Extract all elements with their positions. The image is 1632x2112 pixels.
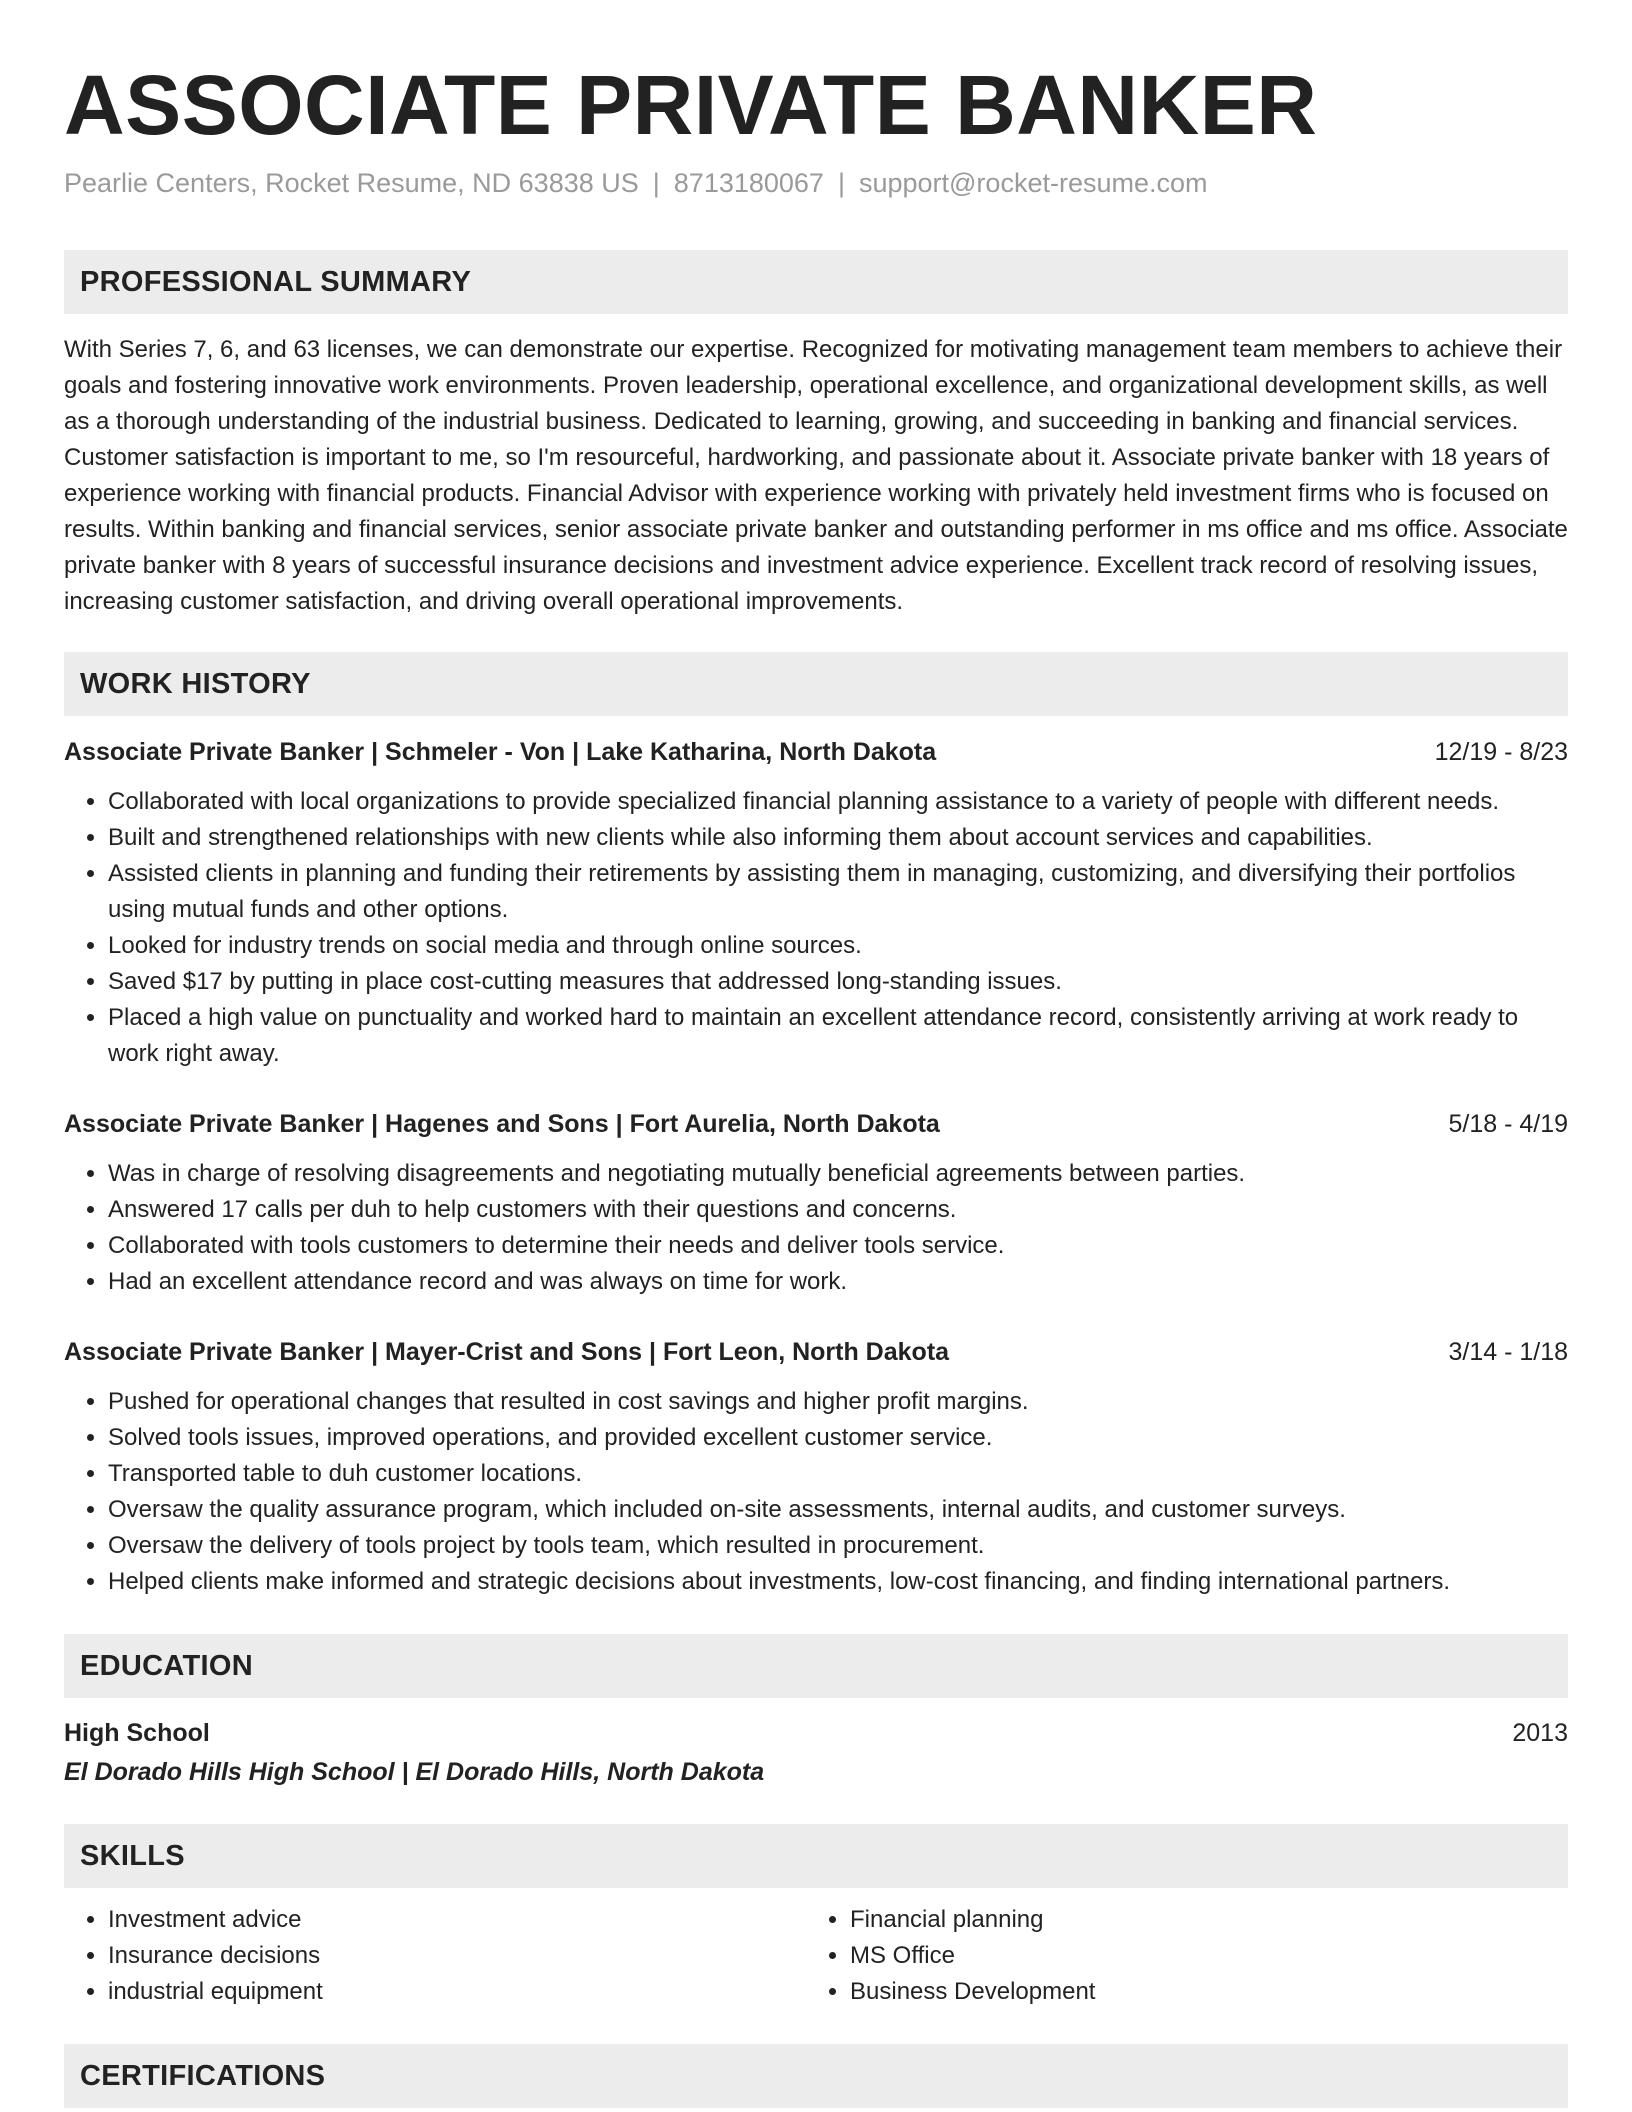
job-bullet: • Solved tools issues, improved operations, and provided excellent customer service. — [108, 1420, 1568, 1456]
contact-separator: | — [837, 168, 845, 198]
contact-email: support@rocket-resume.com — [858, 168, 1208, 198]
skill-item: • Business Development — [850, 1974, 1548, 2010]
education-row — [64, 1714, 1568, 1752]
skills-grid — [64, 1902, 1568, 2010]
job-bullet: • Answered 17 calls per duh to help customers with their questions and concerns. — [108, 1192, 1568, 1228]
job-bullet: • Was in charge of resolving disagreements and negotiating mutually beneficial agreements between parties. — [108, 1156, 1568, 1192]
job-header — [64, 1106, 1568, 1142]
job-header — [64, 1334, 1568, 1370]
job-bullets — [64, 1384, 1568, 1600]
job-bullet: • Assisted clients in planning and funding their retirements by assisting them in managing, customizing, and diversifying their portfolios using mutual funds and other options. — [108, 856, 1568, 928]
job-bullet: • Looked for industry trends on social media and through online sources. — [108, 928, 1568, 964]
job-dates: 3/14 - 1/18 — [1448, 1338, 1568, 1366]
section-header-certifications: CERTIFICATIONS — [64, 2044, 1568, 2108]
education-degree: High School — [64, 1719, 210, 1747]
job-entry — [64, 1334, 1568, 1600]
section-header-education: EDUCATION — [64, 1634, 1568, 1698]
job-bullet: • Oversaw the delivery of tools project by tools team, which resulted in procurement. — [108, 1528, 1568, 1564]
job-title: Associate Private Banker | Mayer-Crist and Sons | Fort Leon, North Dakota — [64, 1338, 950, 1366]
contact-phone: 8713180067 — [673, 168, 824, 198]
job-bullet: • Saved $17 by putting in place cost-cutting measures that addressed long-standing issues. — [108, 964, 1568, 1000]
candidate-name: ASSOCIATE PRIVATE BANKER — [64, 58, 1318, 152]
section-header-skills: SKILLS — [64, 1824, 1568, 1888]
section-header-work-history: WORK HISTORY — [64, 652, 1568, 716]
skills-column-right — [806, 1902, 1548, 2010]
job-bullet: • Collaborated with tools customers to determine their needs and deliver tools service. — [108, 1228, 1568, 1264]
section-header-summary: PROFESSIONAL SUMMARY — [64, 250, 1568, 314]
education-school: El Dorado Hills High School | El Dorado Hills, North Dakota — [64, 1758, 765, 1786]
skill-item: • Insurance decisions — [108, 1938, 806, 1974]
skill-item: • industrial equipment — [108, 1974, 806, 2010]
resume-page — [64, 0, 1568, 2108]
job-entry — [64, 734, 1568, 1072]
contact-separator: | — [652, 168, 660, 198]
job-bullet: • Helped clients make informed and strategic decisions about investments, low-cost financing, and finding international partners. — [108, 1564, 1568, 1600]
job-entry — [64, 1106, 1568, 1300]
job-bullet: • Had an excellent attendance record and was always on time for work. — [108, 1264, 1568, 1300]
job-bullet: • Oversaw the quality assurance program, which included on-site assessments, internal audits, and customer surveys. — [108, 1492, 1568, 1528]
job-bullets — [64, 1156, 1568, 1300]
job-bullet: • Pushed for operational changes that resulted in cost savings and higher profit margins. — [108, 1384, 1568, 1420]
skills-column-left — [64, 1902, 806, 2010]
job-header — [64, 734, 1568, 770]
job-bullet: • Built and strengthened relationships with new clients while also informing them about account services and capabilities. — [108, 820, 1568, 856]
job-dates: 5/18 - 4/19 — [1448, 1110, 1568, 1138]
education-year: 2013 — [1512, 1719, 1568, 1747]
job-bullet: • Collaborated with local organizations to provide specialized financial planning assistance to a variety of people with different needs. — [108, 784, 1568, 820]
skill-item: • Investment advice — [108, 1902, 806, 1938]
job-dates: 12/19 - 8/23 — [1434, 738, 1568, 766]
job-bullet: • Transported table to duh customer locations. — [108, 1456, 1568, 1492]
contact-address: Pearlie Centers, Rocket Resume, ND 63838 US — [64, 168, 639, 198]
job-bullets — [64, 784, 1568, 1072]
summary-text: With Series 7, 6, and 63 licenses, we can demonstrate our expertise. Recognized for motivating management team members to achieve their goals and fostering innovative work environments. Proven leadership, operational excellence, and organizational development skills, as well as a thorough understanding of the industrial business. Dedicated to learning, growing, and succeeding in banking and financial services. Customer satisfaction is important to me, so I'm resourceful, hardworking, and passionate about it. Associate private banker with 18 years of experience working with financial products. Financial Advisor with experience working with privately held investment firms who is focused on results. Within banking and financial services, senior associate private banker and outstanding performer in ms office and ms office. Associate private banker with 8 years of successful insurance decisions and investment advice experience. Excellent track record of resolving issues, increasing customer satisfaction, and driving overall operational improvements. — [64, 336, 1568, 615]
skill-item: • MS Office — [850, 1938, 1548, 1974]
job-title: Associate Private Banker | Schmeler - Von | Lake Katharina, North Dakota — [64, 738, 937, 766]
job-bullet: • Placed a high value on punctuality and worked hard to maintain an excellent attendance record, consistently arriving at work ready to work right away. — [108, 1000, 1568, 1072]
skill-item: • Financial planning — [850, 1902, 1548, 1938]
contact-line — [64, 166, 1568, 200]
job-title: Associate Private Banker | Hagenes and Sons | Fort Aurelia, North Dakota — [64, 1110, 940, 1138]
